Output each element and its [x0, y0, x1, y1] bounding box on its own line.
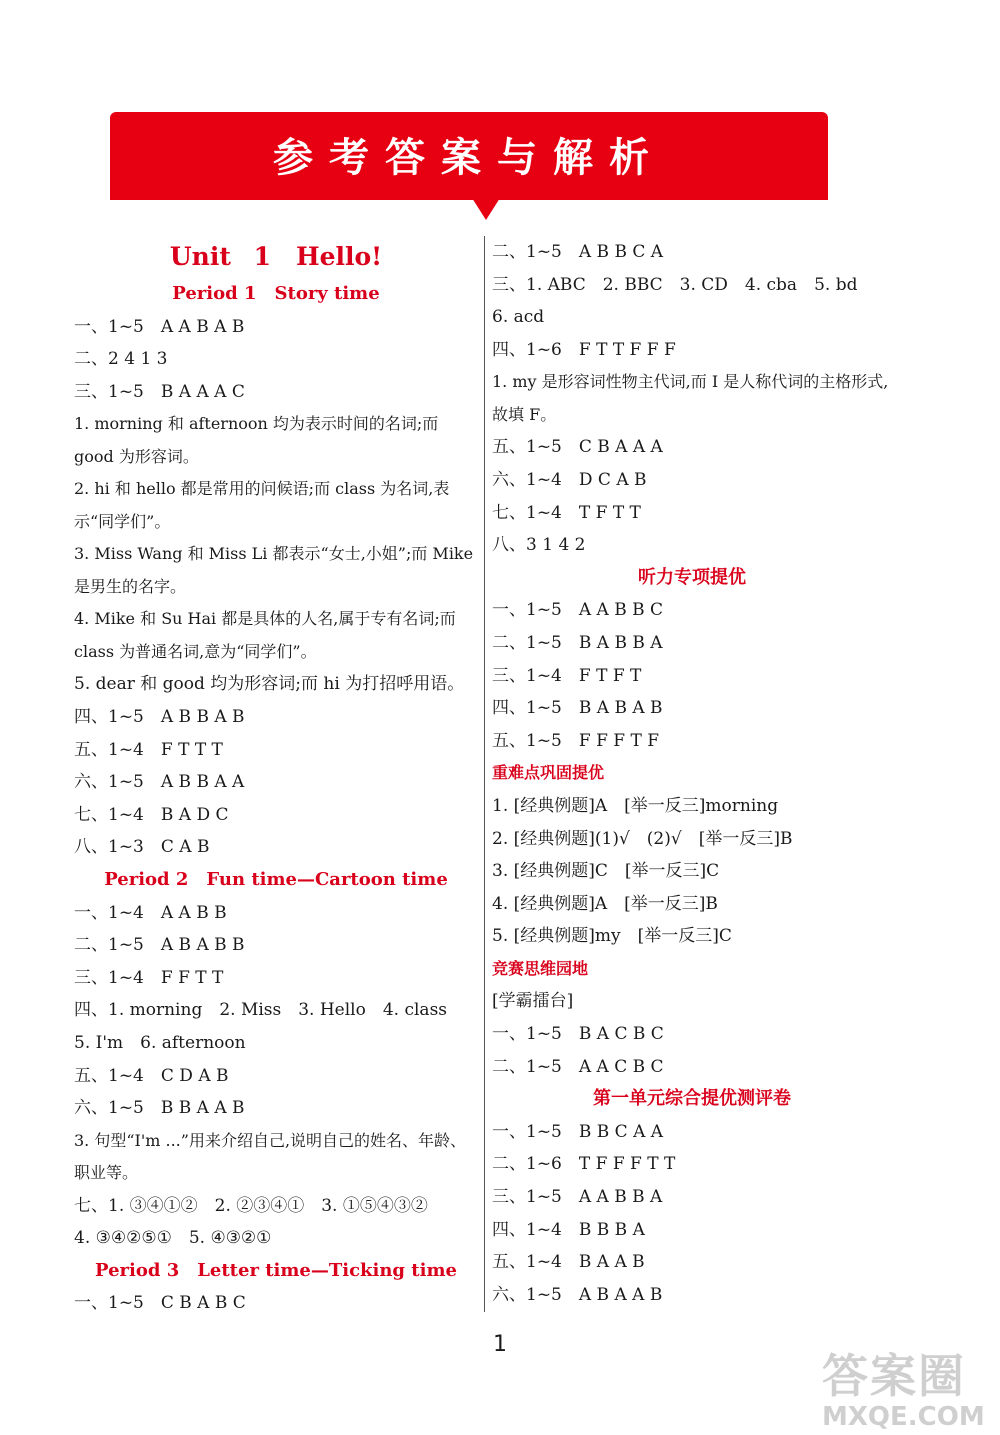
answer-line: 三、1~5 A A B B A [492, 1187, 663, 1208]
answer-line: 五、1~5 C B A A A [492, 437, 663, 458]
explanation-note: 1. morning 和 afternoon 均为表示时间的名词;而 good 为形容词。 [74, 414, 439, 466]
answer-line: 五、1~4 B A A B [492, 1252, 645, 1273]
period-1-title: Period 1 Story time [172, 283, 380, 304]
explanation-note: 2. hi 和 hello 都是常用的问候语;而 class 为名词,表示“同学们”。 [74, 479, 450, 531]
answer-line: 七、1~4 T F T T [492, 502, 641, 523]
answer-line: 二、1~5 A B B C A [492, 242, 664, 262]
period-2-title: Period 2 Fun time—Cartoon time [104, 868, 448, 890]
answer-line: 四、1. morning 2. Miss 3. Hello 4. class [74, 1000, 448, 1021]
answer-line: 三、1~4 F T F T [492, 665, 642, 686]
answer-line: 二、2 4 1 3 [74, 349, 168, 370]
answer-line: 八、1~3 C A B [74, 837, 210, 858]
answer-line: 二、1~6 T F F F T T [492, 1154, 676, 1175]
answer-line: 一、1~5 A A B B C [492, 600, 664, 621]
answer-line: 六、1~4 D C A B [492, 469, 647, 490]
page-number: 1 [493, 1332, 507, 1357]
answer-line: 4. [经典例题]A [举一反三]B [492, 893, 718, 914]
answer-line: 五、1~4 F T T T [74, 739, 223, 760]
answer-line: 四、1~5 B A B A B [492, 698, 663, 719]
watermark-logo: 答案圈 [822, 1349, 966, 1403]
explanation-note: 5. dear 和 good 均为形容词;而 hi 为打招呼用语。 [74, 674, 465, 695]
explanation-note: 1. my 是形容词性物主代词,而 I 是人称代词的主格形式,故填 F。 [492, 372, 889, 424]
answer-line: 1. [经典例题]A [举一反三]morning [492, 795, 779, 816]
answer-line: 四、1~5 A B B A B [74, 706, 245, 727]
answer-line: 六、1~5 A B B A A [74, 772, 245, 793]
contest-section-title: 竞赛思维园地 [492, 958, 589, 978]
answer-line: 5. [经典例题]my [举一反三]C [492, 926, 732, 947]
explanation-note: 3. Miss Wang 和 Miss Li 都表示“女士,小姐”;而 Mike 是男生的名字。 [74, 544, 474, 596]
unit-title: Unit 1 Hello! [169, 242, 383, 271]
answer-line: 三、1. ABC 2. BBC 3. CD 4. cba 5. bd [492, 274, 858, 295]
answer-line: 四、1~4 B B B A [492, 1219, 645, 1240]
answer-line: 二、1~5 A A C B C [492, 1056, 664, 1077]
answer-line: 5. I'm 6. afternoon [74, 1032, 246, 1053]
answer-line: 2. [经典例题](1)√ (2)√ [举一反三]B [492, 828, 793, 849]
period-3-title: Period 3 Letter time—Ticking time [95, 1259, 457, 1281]
key-points-section-title: 重难点巩固提优 [492, 763, 605, 783]
answer-line: 一、1~5 B A C B C [492, 1024, 664, 1045]
unit-test-section-title: 第一单元综合提优测评卷 [593, 1088, 791, 1110]
answer-line: 八、3 1 4 2 [492, 535, 586, 556]
answer-line: 三、1~4 F F T T [74, 967, 224, 988]
banner-notch [472, 198, 500, 220]
answer-line: 4. ③④②⑤① 5. ④③②① [74, 1228, 272, 1249]
answer-line: 6. acd [492, 307, 545, 328]
answer-line: 一、1~5 B B C A A [492, 1121, 664, 1142]
answer-line: 一、1~5 A A B A B [74, 316, 245, 337]
answer-line: 二、1~5 B A B B A [492, 632, 663, 653]
watermark [822, 1340, 985, 1432]
explanation-note: 3. 句型“I'm ...”用来介绍自己,说明自己的姓名、年龄、职业等。 [74, 1130, 467, 1183]
page-title: 参考答案与解析 [273, 135, 665, 181]
answer-line: 六、1~5 B B A A B [74, 1098, 245, 1119]
answer-line: 一、1~4 A A B B [74, 902, 227, 923]
answer-line: 五、1~5 F F F T F [492, 730, 660, 751]
left-column [74, 236, 478, 1320]
answer-line: 四、1~6 F T T F F F [492, 339, 676, 360]
explanation-note: 4. Mike 和 Su Hai 都是具体的人名,属于专有名词;而 class 为普通名词,意为“同学们”。 [74, 609, 456, 661]
listening-section-title: 听力专项提优 [638, 566, 746, 588]
answer-line: 五、1~4 C D A B [74, 1065, 229, 1086]
watermark-url: MXQE.COM [822, 1402, 985, 1432]
contest-subtitle: [学霸擂台] [492, 991, 574, 1012]
right-column [492, 236, 892, 1311]
answer-line: 六、1~5 A B A A B [492, 1284, 663, 1305]
answer-line: 三、1~5 B A A A C [74, 381, 245, 402]
answer-line: 七、1~4 B A D C [74, 804, 229, 825]
column-divider [484, 236, 485, 1312]
answer-line: 3. [经典例题]C [举一反三]C [492, 861, 720, 882]
answer-line: 七、1. ③④①② 2. ②③④① 3. ①⑤④③② [74, 1195, 428, 1216]
answer-line: 二、1~5 A B A B B [74, 935, 245, 956]
answer-line: 一、1~5 C B A B C [74, 1293, 246, 1314]
